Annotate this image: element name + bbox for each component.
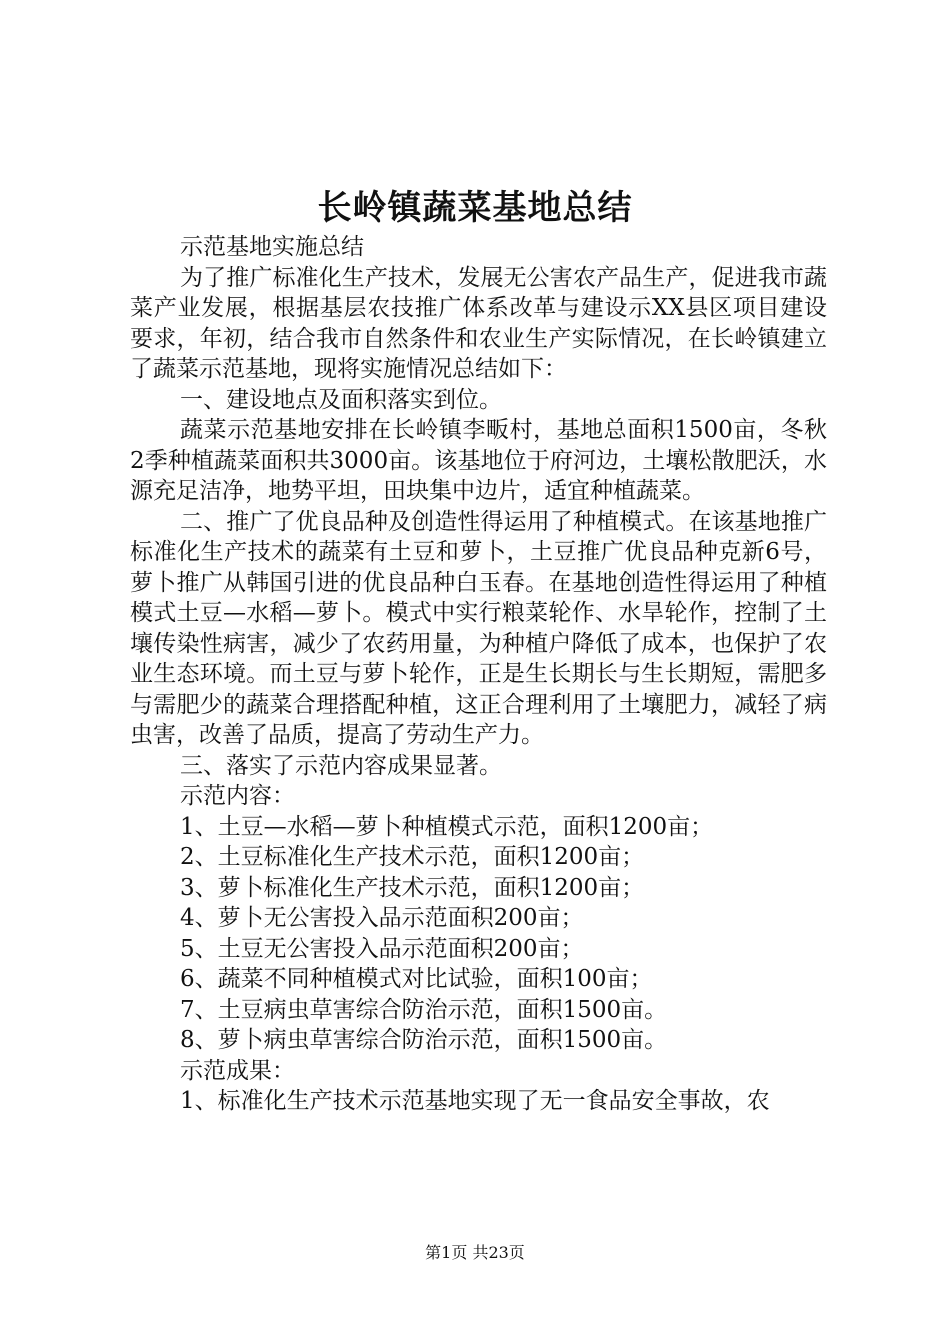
subtitle-paragraph: 示范基地实施总结 (180, 234, 364, 260)
list-item: 8、萝卜病虫草害综合防治示范，面积1500亩。 (180, 1027, 668, 1053)
section-heading-1: 一、建设地点及面积落实到位。 (180, 386, 502, 413)
section-heading-2: 二、推广了优良品种及创造性得运用了种植模式。在该基地推广标准化生产技术的蔬菜有土豆和萝卜，土豆推广优良品种克新6号，萝卜推广从韩国引进的优良品种白玉春。在基地创造性得运用了种植模式土豆—水稻—萝卜。模式中实行粮菜轮作、水旱轮作，控制了土壤传染性病害，减少了农药用量，为种植户降低了成本，也保护了农业生态环境。而土豆与萝卜轮作，正是生长期长与生长期短，需肥多与需肥少的蔬菜合理搭配种植，这正合理利用了土壤肥力，减轻了病虫害，改善了品质，提高了劳动生产力。 (130, 508, 827, 748)
section-heading-3: 三、落实了示范内容成果显著。 (180, 752, 502, 779)
list-item: 6、蔬菜不同种植模式对比试验，面积100亩； (180, 966, 653, 992)
list-item: 5、土豆无公害投入品示范面积200亩； (180, 935, 584, 962)
list-heading: 示范内容： (180, 783, 295, 809)
list-item: 1、土豆—水稻—萝卜种植模式示范，面积1200亩； (180, 813, 714, 840)
list-item: 7、土豆病虫草害综合防治示范，面积1500亩。 (180, 996, 668, 1023)
list-item: 3、萝卜标准化生产技术示范，面积1200亩； (180, 874, 645, 901)
list-item: 2、土豆标准化生产技术示范，面积1200亩； (180, 844, 645, 870)
page-title: 长岭镇蔬菜基地总结 (317, 188, 633, 228)
page-footer: 第1页 共23页 (425, 1243, 525, 1262)
body-paragraph: 蔬菜示范基地安排在长岭镇李畈村，基地总面积1500亩，冬秋2季种植蔬菜面积共3000亩。该基地位于府河边，土壤松散肥沃，水源充足洁净，地势平坦，田块集中边片，适宜种植蔬菜。 (130, 417, 827, 504)
intro-paragraph: 为了推广标准化生产技术，发展无公害农产品生产，促进我市蔬菜产业发展，根据基层农技推广体系改革与建设示XX县区项目建设要求，年初，结合我市自然条件和农业生产实际情况，在长岭镇建立了蔬菜示范基地，现将实施情况总结如下： (130, 264, 827, 382)
list-item: 4、萝卜无公害投入品示范面积200亩； (180, 905, 584, 931)
list-heading: 示范成果： (180, 1057, 295, 1084)
document-body (130, 232, 827, 1117)
list-item: 1、标准化生产技术示范基地实现了无一食品安全事故，农 (180, 1088, 770, 1114)
